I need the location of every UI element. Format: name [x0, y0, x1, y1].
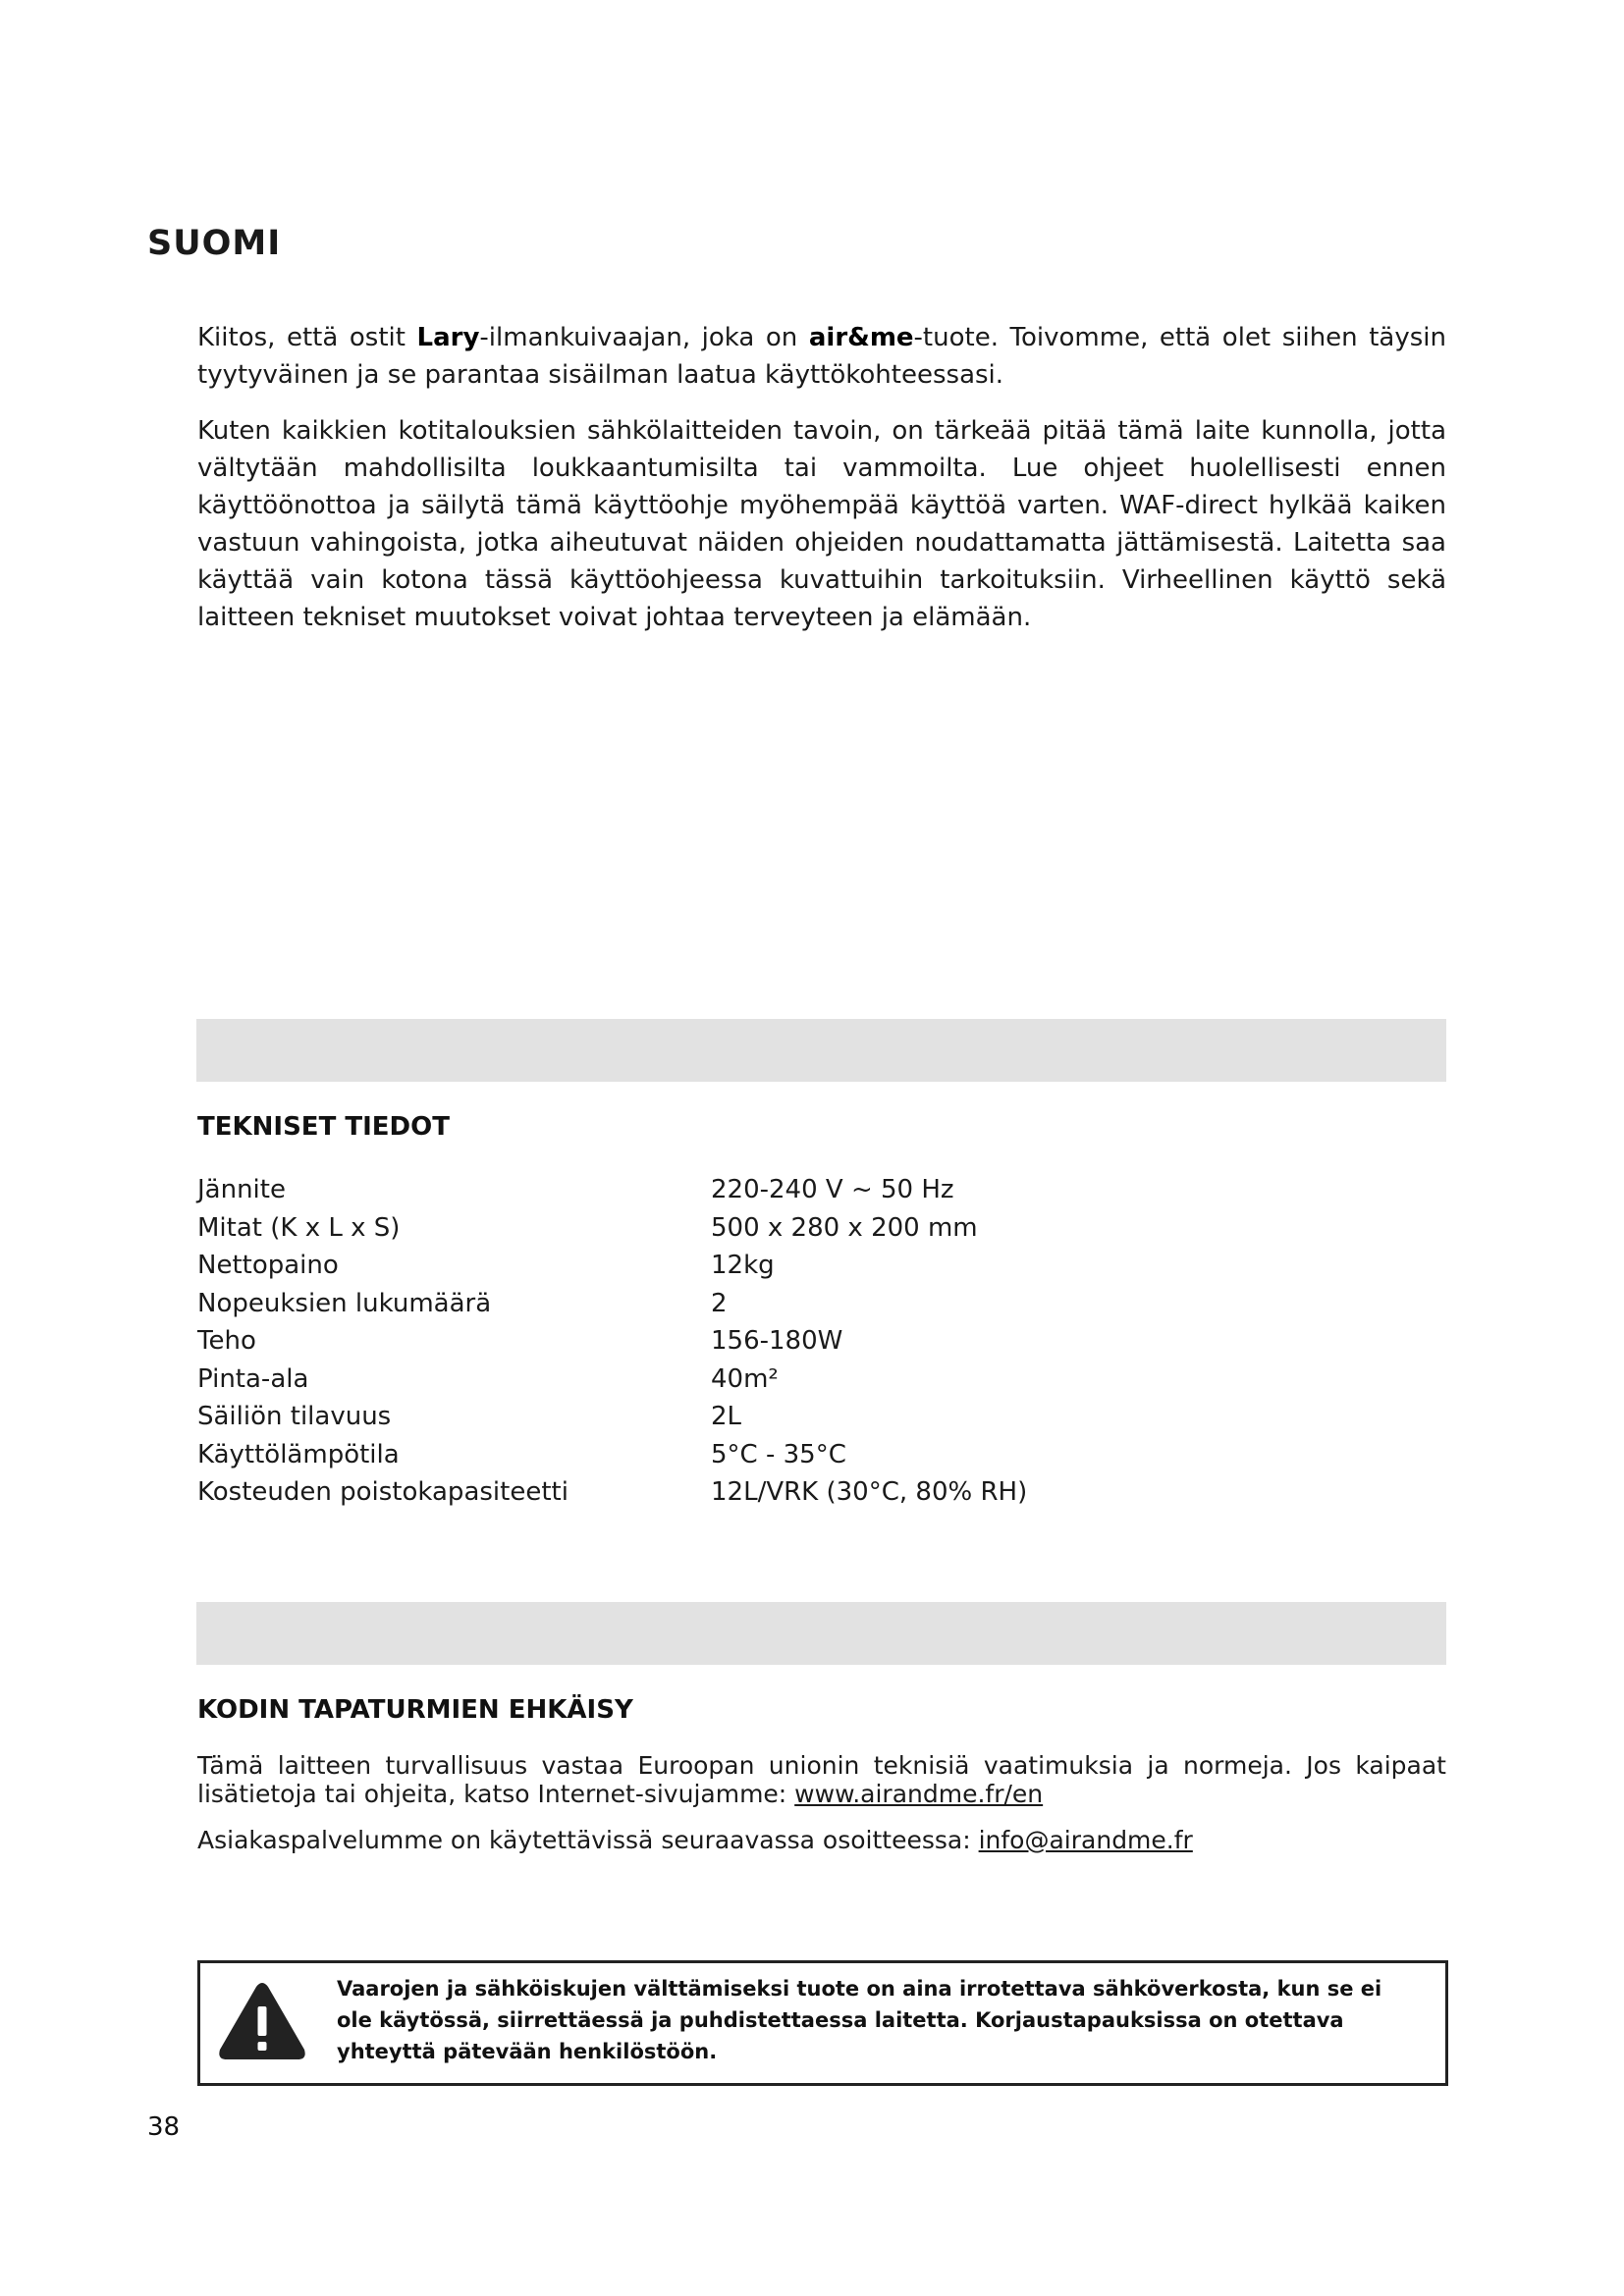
spec-row: [197, 1473, 1027, 1512]
spec-value: 12kg: [711, 1251, 775, 1281]
intro-text: [197, 319, 1446, 655]
spec-value: 156-180W: [711, 1326, 843, 1357]
email-link[interactable]: info@airandme.fr: [978, 1826, 1193, 1854]
website-link[interactable]: www.airandme.fr/en: [794, 1780, 1044, 1808]
spec-value: 2: [711, 1288, 728, 1318]
intro-text-part-2: -ilmankuivaajan, joka on: [479, 323, 809, 352]
spec-label: Käyttölämpötila: [197, 1439, 400, 1469]
spec-label: Säiliön tilavuus: [197, 1402, 392, 1432]
spec-label: Nopeuksien lukumäärä: [197, 1288, 492, 1318]
safety-paragraph-2: [197, 1826, 1446, 1854]
spec-value: 40m²: [711, 1363, 779, 1394]
safety-paragraph-2-text: Asiakaspalvelumme on käytettävissä seuraavassa osoitteessa:: [197, 1826, 979, 1854]
spec-value: 500 x 280 x 200 mm: [711, 1212, 978, 1243]
spec-row: [197, 1171, 1027, 1209]
spec-label: Kosteuden poistokapasiteetti: [197, 1477, 568, 1508]
safety-paragraph-1-text: Tämä laitteen turvallisuus vastaa Euroopan unionin teknisiä vaatimuksia ja normeja. Jos kaipaat lisätietoja tai ohjeita, katso Internet-sivujamme:: [197, 1751, 1446, 1808]
brand-name-airandme: air&me: [808, 323, 914, 352]
spec-label: Mitat (K x L x S): [197, 1212, 401, 1243]
warning-box: [197, 1960, 1448, 2086]
intro-paragraph-1: [197, 319, 1446, 394]
language-title: SUOMI: [147, 224, 282, 263]
spec-label: Teho: [197, 1326, 256, 1357]
tech-specs-heading: TEKNISET TIEDOT: [197, 1112, 450, 1142]
safety-text: [197, 1751, 1446, 1872]
spec-row: [197, 1322, 1027, 1361]
intro-text-part-3: -tuote. Toivomme, että olet siihen täysin tyytyväinen ja se parantaa sisäilman laatua käyttökohteessasi.: [197, 323, 1446, 390]
warning-triangle-icon: [217, 1981, 307, 2061]
spec-value: 2L: [711, 1402, 742, 1432]
intro-text-part-1: Kiitos, että ostit: [197, 323, 417, 352]
spec-row: [197, 1285, 1027, 1323]
tech-specs-table: [197, 1171, 1027, 1512]
spec-label: Pinta-ala: [197, 1363, 309, 1394]
spec-value: 5°C - 35°C: [711, 1439, 846, 1469]
spec-row: [197, 1247, 1027, 1285]
brand-name-lary: Lary: [416, 323, 480, 352]
spec-row: [197, 1361, 1027, 1399]
safety-heading: KODIN TAPATURMIEN EHKÄISY: [197, 1695, 633, 1725]
spec-value: 220-240 V ~ 50 Hz: [711, 1175, 954, 1205]
section-divider-bar: [196, 1602, 1446, 1665]
section-divider-bar: [196, 1019, 1446, 1082]
spec-row: [197, 1398, 1027, 1436]
warning-text: Vaarojen ja sähköiskujen välttämiseksi tuote on aina irrotettava sähköverkosta, kun se ei ole käytössä, siirrettäessä ja puhdistettaessa laitetta. Korjaustapauksissa on otettava yhteyttä pätevään henkilöstöön.: [337, 1977, 1382, 2063]
spec-label: Jännite: [197, 1175, 286, 1205]
safety-paragraph-1: [197, 1751, 1446, 1808]
page-number: 38: [147, 2112, 181, 2142]
spec-value: 12L/VRK (30°C, 80% RH): [711, 1477, 1028, 1508]
spec-row: [197, 1209, 1027, 1248]
intro-paragraph-2: Kuten kaikkien kotitalouksien sähkölaitteiden tavoin, on tärkeää pitää tämä laite kunnolla, jotta vältytään mahdollisilta loukkaantumisilta tai vammoilta. Lue ohjeet huolellisesti ennen käyttöönottoa ja säilytä tämä käyttöohje myöhempää käyttöä varten. WAF-direct hylkää kaiken vastuun vahingoista, jotka aiheutuvat näiden ohjeiden noudattamatta jättämisestä. Laitetta saa käyttää vain kotona tässä käyttöohjeessa kuvattuihin tarkoituksiin. Virheellinen käyttö sekä laitteen tekniset muutokset voivat johtaa terveyteen ja elämään.: [197, 416, 1446, 632]
spec-row: [197, 1436, 1027, 1474]
spec-label: Nettopaino: [197, 1251, 339, 1281]
